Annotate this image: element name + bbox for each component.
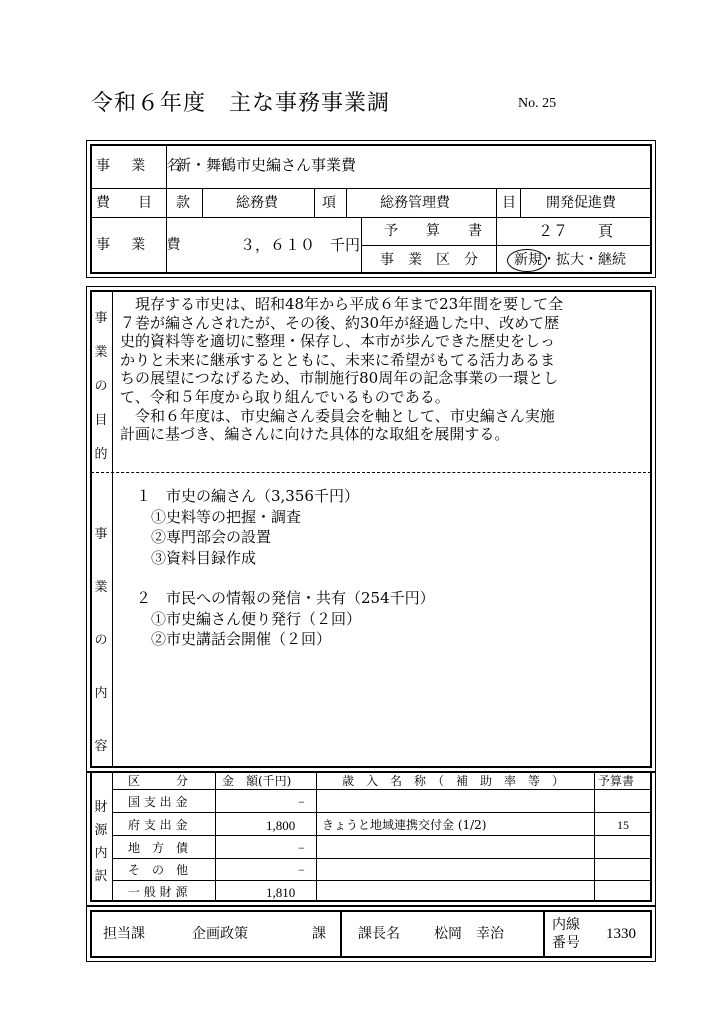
funding-header-budget: 予算書: [598, 774, 635, 788]
kou-label: 項: [322, 195, 336, 211]
cost-label: 事 業 費: [96, 237, 189, 253]
budget-page-value: ２７ 頁: [538, 222, 614, 240]
funding-header-revenue: 歳 入 名 称 （ 補 助 率 等 ）: [342, 774, 565, 788]
budget-book-label: 予 算 書: [384, 223, 482, 239]
moku-value: 開発促進費: [546, 195, 616, 211]
document-number: No. 25: [518, 96, 557, 111]
extension-label-2: 番号: [552, 935, 580, 951]
kou-value: 総務管理費: [380, 195, 450, 211]
contents-text: １ 市史の編さん（3,356千円） ①史料等の把握・調査 ②専門部会の設置 ③資料目録作成 ２ 市民への情報の発信・共有（254千円） ①市史編さん便り発行（２回） ②市史講話会開催（２回）: [136, 487, 435, 648]
purpose-label: 事 業 の 目 的: [94, 311, 108, 462]
contents-label: 事 業 の 内 容: [94, 527, 108, 754]
purpose-text: 現存する市史は、昭和48年から平成６年まで23年間を要して全 ７巻が編さんされたが、その後、約30年が経過した中、改めて歴 史的資料等を適切に整理・保存し、本市が歩んできた歴史をしっ かりと未来に継承するとともに、未来に希望がもてる活力あるま ちの展望につなげるため、市制施行80周年の記念事業の一環とし て、令和５年度から取り組んでいるものである。 令和６年度は、市史編さん委員会を軸として、市史編さん実施 計画に基づき、編さんに向けた具体的な取組を展開する。: [120, 295, 564, 444]
page-title: 令和６年度 主な事務事業調: [91, 91, 391, 116]
chief-label: 課長名: [358, 926, 400, 942]
business-name-value: 新・舞鶴市史編さん事業費: [176, 156, 357, 174]
department-label: 担当課: [103, 926, 145, 942]
kan-label: 款: [176, 195, 190, 211]
funding-label: 財 源 内 訳: [94, 800, 108, 884]
department-value: 企画政策: [192, 926, 248, 942]
extension-label-1: 内線: [552, 917, 580, 933]
selected-category-circle: [507, 249, 547, 272]
funding-header-kubun: 区 分: [128, 774, 189, 788]
business-name-label: 事 業 名: [96, 158, 189, 174]
cost-value: ３，６１０ 千円: [240, 236, 361, 254]
moku-label: 目: [502, 195, 516, 211]
extension-number: 1330: [606, 926, 636, 942]
kan-value: 総務費: [236, 195, 278, 211]
category-label: 事 業 区 分: [380, 252, 478, 268]
funding-table: [90, 772, 652, 902]
funding-header-amount: 金 額(千円): [222, 774, 292, 788]
expense-item-label: 費 目: [96, 195, 152, 211]
department-suffix: 課: [312, 926, 326, 942]
chief-name: 松岡 幸治: [434, 926, 504, 942]
category-value: 新規・拡大・継続: [514, 252, 626, 268]
